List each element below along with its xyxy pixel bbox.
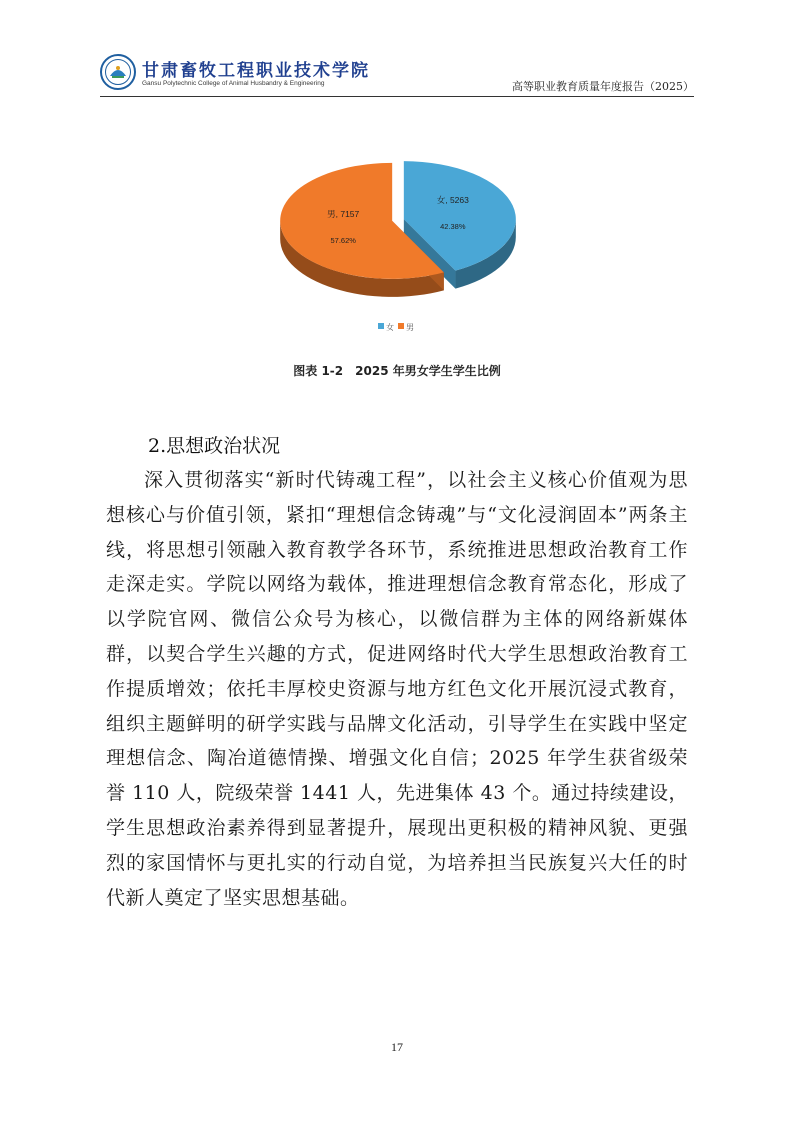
school-name: 甘肃畜牧工程职业技术学院 [142,61,370,81]
slice-label-male: 男, 7157 [327,209,360,220]
chart-legend [378,322,414,332]
page-header [100,50,694,98]
legend-label-female: 女 [386,323,394,332]
page-number: 17 [391,1040,403,1054]
report-title: 高等职业教育质量年度报告（2025） [512,80,694,93]
pie-layer [280,161,516,297]
legend-swatch-female [378,323,384,329]
gender-pie-chart [270,150,530,340]
slice-percent-male: 57.62% [330,236,356,246]
slice-percent-female: 42.38% [440,221,466,231]
slice-label-female: 女, 5263 [436,194,469,205]
chart-caption: 图表 1-2 2025 年男女学生学生比例 [293,364,501,378]
legend-swatch-male [398,323,404,329]
school-name-english: Gansu Polytechnic College of Animal Husbandry & Engineering [142,80,325,87]
header-divider [100,96,694,97]
section-paragraph: 深入贯彻落实“新时代铸魂工程”，以社会主义核心价值观为思想核心与价值引领，紧扣“理想信念铸魂”与“文化浸润固本”两条主线，将思想引领融入教育教学各环节，系统推进思想政治教育工作走深走实。学院以网络为载体，推进理想信念教育常态化，形成了以学院官网、微信公众号为核心，以微信群为主体的网络新媒体群，以契合学生兴趣的方式，促进网络时代大学生思想政治教育工作提质增效；依托丰厚校史资源与地方红色文化开展沉浸式教育，组织主题鲜明的研学实践与品牌文化活动，引导学生在实践中坚定理想信念、陶冶道德情操、增强文化自信；2025 年学生获省级荣誉 110 人，院级荣誉 1441 人，先进集体 43 个。通过持续建设，学生思想政治素养得到显著提升，展现出更积极的精神风貌、更强烈的家国情怀与更扎实的行动自觉，为培养担当民族复兴大任的时代新人奠定了坚实思想基础。 [106,469,688,909]
legend-label-male: 男 [406,323,414,332]
section-title: 2.思想政治状况 [148,435,281,457]
college-logo-icon [100,54,136,90]
